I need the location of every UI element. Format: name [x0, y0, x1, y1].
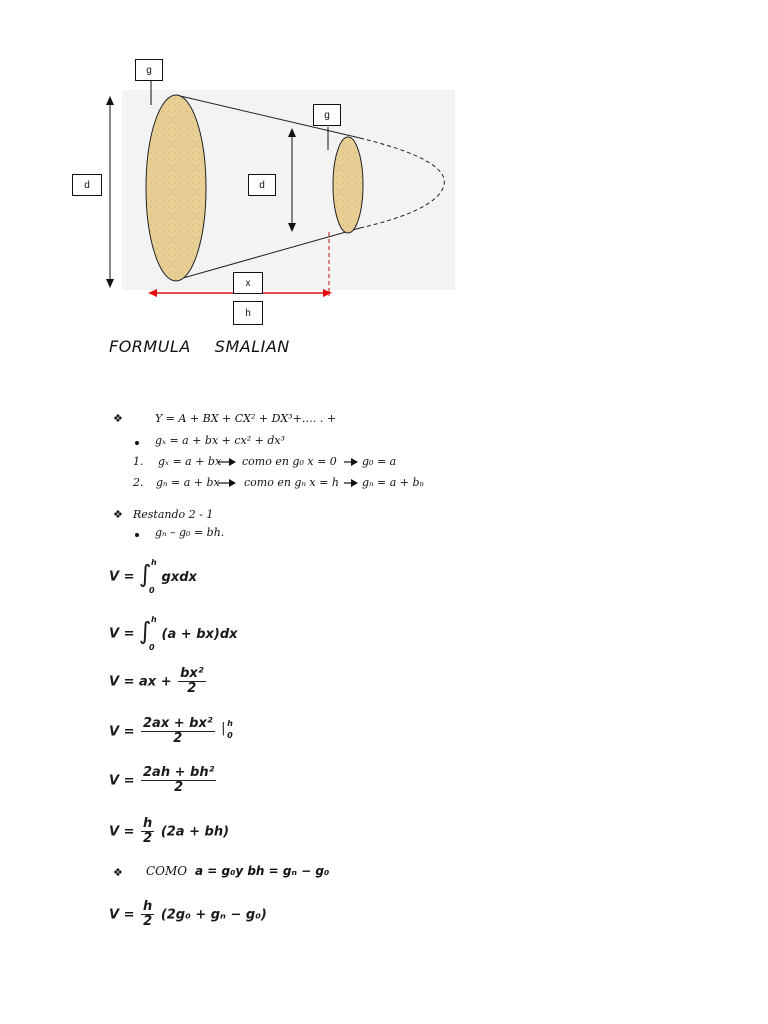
eq2-right: gₙ = a + bₙ: [362, 476, 424, 489]
label-g-left: [135, 59, 163, 81]
label-g-left-text: g: [146, 65, 152, 76]
equation-7: [109, 900, 267, 930]
eq2-lhs: V =: [109, 626, 135, 642]
como-expression: a = g₀y bh = gₙ − g₀: [194, 864, 330, 878]
eq6-body: (2a + bh): [160, 824, 230, 840]
eq7-denominator: 2: [143, 914, 153, 930]
eq4-numerator: 2ax + bx²: [143, 716, 213, 731]
label-d-left: [72, 174, 102, 196]
small-cross-section: [333, 137, 363, 233]
integral-lower: 0: [149, 643, 155, 652]
eq1-left: gₓ = a + bx: [158, 455, 222, 468]
eq3-numerator: bx²: [180, 666, 204, 681]
equation-2: [109, 617, 238, 651]
large-cross-section: [146, 95, 206, 281]
diamond-bullet-icon: ❖: [113, 508, 123, 521]
label-g-right-text: g: [324, 110, 330, 121]
polynomial-line: Y = A + BX + CX² + DX³+…. . +: [155, 412, 337, 425]
arrow-right-icon: [344, 457, 358, 467]
eq7-lhs: V =: [109, 907, 135, 923]
label-d-mid: [248, 174, 276, 196]
equation-3: [109, 667, 208, 697]
arrow-right-icon: [344, 478, 358, 488]
integral-upper: h: [151, 615, 157, 624]
eq2-body: (a + bx)dx: [161, 626, 238, 642]
eq1-mid: como en g₀ x = 0: [242, 455, 337, 468]
title-word-2: SMALIAN: [214, 337, 290, 356]
label-g-right: [313, 104, 341, 126]
item-number-1: 1.: [133, 455, 144, 468]
eq6-numerator: h: [143, 816, 153, 831]
arrow-right-icon: [218, 478, 236, 488]
eq5-denominator: 2: [174, 780, 184, 796]
label-h-text: h: [245, 308, 251, 319]
eval-upper: h: [227, 718, 233, 728]
eq3-denominator: 2: [187, 681, 197, 697]
title-word-1: FORMULA: [109, 337, 191, 356]
item-number-2: 2.: [133, 476, 144, 489]
eq5-numerator: 2ah + bh²: [143, 765, 215, 780]
eval-bar: |: [221, 720, 226, 736]
eq1-body: gxdx: [161, 569, 197, 585]
integral-lower: 0: [149, 586, 155, 595]
eq3-lhs: V = ax +: [109, 674, 172, 690]
integral-sign: ∫: [139, 560, 152, 588]
difference-line: gₙ – g₀ = bh.: [155, 526, 225, 539]
page-title: [109, 337, 290, 356]
gx-line: gₓ = a + bx + cx² + dx³: [155, 434, 286, 447]
label-d-mid-text: d: [259, 180, 265, 191]
integral-upper: h: [151, 558, 157, 567]
eq4-denominator: 2: [173, 731, 183, 747]
label-x: [233, 272, 263, 294]
eq5-lhs: V =: [109, 773, 135, 789]
eq4-lhs: V =: [109, 724, 135, 740]
eq2-mid: como en gₙ x = h: [244, 476, 339, 489]
label-d-left-text: d: [84, 180, 90, 191]
equation-1: [109, 560, 197, 594]
eq1-right: g₀ = a: [362, 455, 397, 468]
equation-6: [109, 817, 229, 847]
label-x-text: x: [245, 278, 251, 289]
label-h: [233, 301, 263, 325]
equation-4: [109, 717, 237, 747]
eq7-numerator: h: [143, 899, 153, 914]
como-line: [146, 864, 329, 878]
arrow-right-icon: [218, 457, 236, 467]
restando-line: Restando 2 - 1: [133, 508, 214, 521]
equation-5: [109, 766, 218, 796]
como-prefix: COMO: [146, 864, 188, 878]
eq1-lhs: V =: [109, 569, 135, 585]
integral-sign: ∫: [139, 617, 152, 645]
dot-bullet-icon: [135, 441, 139, 445]
eq6-lhs: V =: [109, 824, 135, 840]
eval-lower: 0: [227, 730, 233, 740]
diamond-bullet-icon: ❖: [113, 866, 123, 879]
diamond-bullet-icon: ❖: [113, 412, 123, 425]
eq2-left: gₙ = a + bx: [156, 476, 220, 489]
eq6-denominator: 2: [143, 831, 153, 847]
eq7-body: (2g₀ + gₙ − g₀): [160, 907, 267, 923]
dot-bullet-icon: [135, 533, 139, 537]
